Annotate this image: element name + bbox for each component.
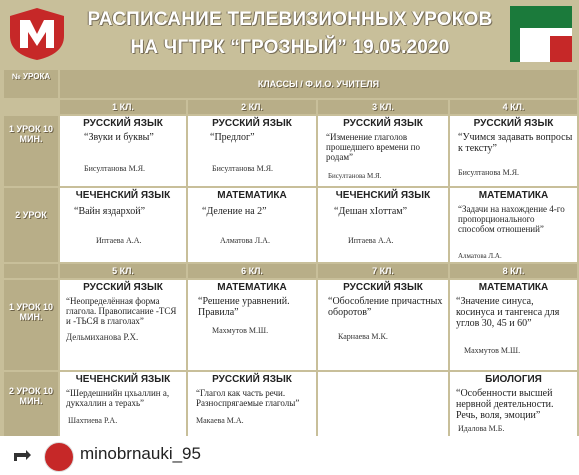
lesson-cell [60, 372, 186, 438]
teacher: Макаева М.А. [196, 416, 244, 425]
repost-icon[interactable] [8, 444, 34, 470]
subject: РУССКИЙ ЯЗЫК [473, 118, 554, 129]
subject: МАТЕМАТИКА [217, 282, 287, 293]
grade-header: 6 КЛ. [188, 264, 316, 278]
subject: ЧЕЧЕНСКИЙ ЯЗЫК [335, 190, 431, 201]
row-label-lesson-1: 1 УРОК 10 МИН. [4, 116, 58, 186]
header [0, 0, 579, 68]
classes-header: КЛАССЫ / Ф.И.О. УЧИТЕЛЯ [60, 70, 577, 98]
grade-header: 5 КЛ. [60, 264, 186, 278]
teacher: Идалова М.Б. [458, 424, 505, 433]
subject: БИОЛОГИЯ [485, 374, 542, 385]
teacher: Махмутов М.Ш. [212, 326, 269, 335]
title-line-2: НА ЧГТРК “ГРОЗНЫЙ” 19.05.2020 [130, 37, 450, 58]
grade-header: 3 КЛ. [318, 100, 448, 114]
topic: “Изменение глаголов прошедшего времени по родам” [326, 132, 420, 162]
teacher: Бисултанова М.Я. [328, 172, 382, 180]
topic: “Деление на 2” [202, 206, 267, 217]
topic: “Учимся задавать вопросы к тексту” [458, 132, 573, 154]
subject: РУССКИЙ ЯЗЫК [343, 282, 423, 293]
teacher: Шахтиева Р.А. [68, 416, 118, 425]
teacher: Алматова Л.А. [458, 252, 502, 260]
page-title [74, 6, 506, 62]
subject: ЧЕЧЕНСКИЙ ЯЗЫК [75, 190, 171, 201]
chechnya-flag-logo-icon [510, 6, 572, 62]
teacher: Бисултанова М.Я. [458, 168, 520, 177]
row-label-lesson-2b: 2 УРОК 10 МИН. [4, 372, 58, 438]
topic: “Предлог” [210, 132, 255, 143]
grade-header: 2 КЛ. [188, 100, 316, 114]
teacher: Дельмиханова Р.Х. [66, 332, 139, 342]
lesson-cell [318, 280, 448, 370]
lesson-cell [60, 116, 186, 186]
teacher: Алматова Л.А. [220, 236, 270, 245]
account-handle[interactable]: minobrnauki_95 [80, 444, 201, 463]
grade-header-spacer [4, 264, 58, 278]
lesson-cell [450, 116, 577, 186]
topic: “Дешан хIоттам” [334, 206, 408, 217]
title-line-1: РАСПИСАНИЕ ТЕЛЕВИЗИОННЫХ УРОКОВ [87, 9, 493, 30]
lesson-number-header: № УРОКА [4, 70, 58, 98]
teacher: Бисултанова М.Я. [84, 164, 146, 173]
subject: РУССКИЙ ЯЗЫК [343, 118, 423, 129]
lesson-cell [318, 116, 448, 186]
row-label-lesson-2: 2 УРОК [4, 188, 58, 262]
topic: “Решение уравнений. Правила” [198, 296, 290, 318]
avatar[interactable] [44, 442, 74, 472]
lesson-cell [188, 372, 316, 438]
topic: “Значение синуса, косинуса и тангенса для углов 30, 45 и 60” [456, 296, 560, 329]
teacher: Иптаева А.А. [96, 236, 142, 245]
repost-footer [0, 436, 579, 475]
lesson-cell [450, 188, 577, 262]
lesson-cell [318, 188, 448, 262]
teacher: Карнаева М.К. [338, 332, 388, 341]
lesson-cell [60, 280, 186, 370]
teacher: Иптаева А.А. [348, 236, 394, 245]
teacher: Бисултанова М.Я. [212, 164, 274, 173]
subject: РУССКИЙ ЯЗЫК [83, 118, 163, 129]
lesson-cell [188, 188, 316, 262]
topic: “Неопределённая форма глагола. Правописание -ТСЯ и -ТЬСЯ в глаголах” [66, 296, 177, 326]
lesson-cell [60, 188, 186, 262]
topic: “Обособление причастных оборотов” [328, 296, 443, 318]
topic: “Звуки и буквы” [84, 132, 154, 143]
lesson-cell-empty [318, 372, 448, 438]
lesson-cell [450, 372, 577, 438]
subject: ЧЕЧЕНСКИЙ ЯЗЫК [75, 374, 171, 385]
lesson-cell [188, 280, 316, 370]
lesson-cell [450, 280, 577, 370]
subject: МАТЕМАТИКА [217, 190, 287, 201]
subject: РУССКИЙ ЯЗЫК [212, 118, 292, 129]
teacher: Махмутов М.Ш. [464, 346, 521, 355]
row-label-lesson-1b: 1 УРОК 10 МИН. [4, 280, 58, 370]
topic: “Задачи на нахождение 4-го пропорционального способом отношений” [458, 204, 565, 234]
subject: РУССКИЙ ЯЗЫК [83, 282, 163, 293]
ministry-logo-icon [6, 6, 68, 62]
grade-header: 4 КЛ. [450, 100, 577, 114]
topic: “Вайн яздархой” [74, 206, 146, 217]
grade-header: 7 КЛ. [318, 264, 448, 278]
grade-header: 1 КЛ. [60, 100, 186, 114]
lesson-cell [188, 116, 316, 186]
topic: “Шердешнийн цхьаллин а, дукхаллин а терахь” [66, 388, 170, 408]
subject: МАТЕМАТИКА [478, 190, 549, 201]
topic: “Особенности высшей нервной деятельности. Речь, воля, эмоции” [456, 388, 554, 421]
subject: МАТЕМАТИКА [478, 282, 549, 293]
subject: РУССКИЙ ЯЗЫК [212, 374, 292, 385]
grade-header: 8 КЛ. [450, 264, 577, 278]
topic: “Глагол как часть речи. Разноспрягаемые глаголы” [196, 388, 300, 408]
